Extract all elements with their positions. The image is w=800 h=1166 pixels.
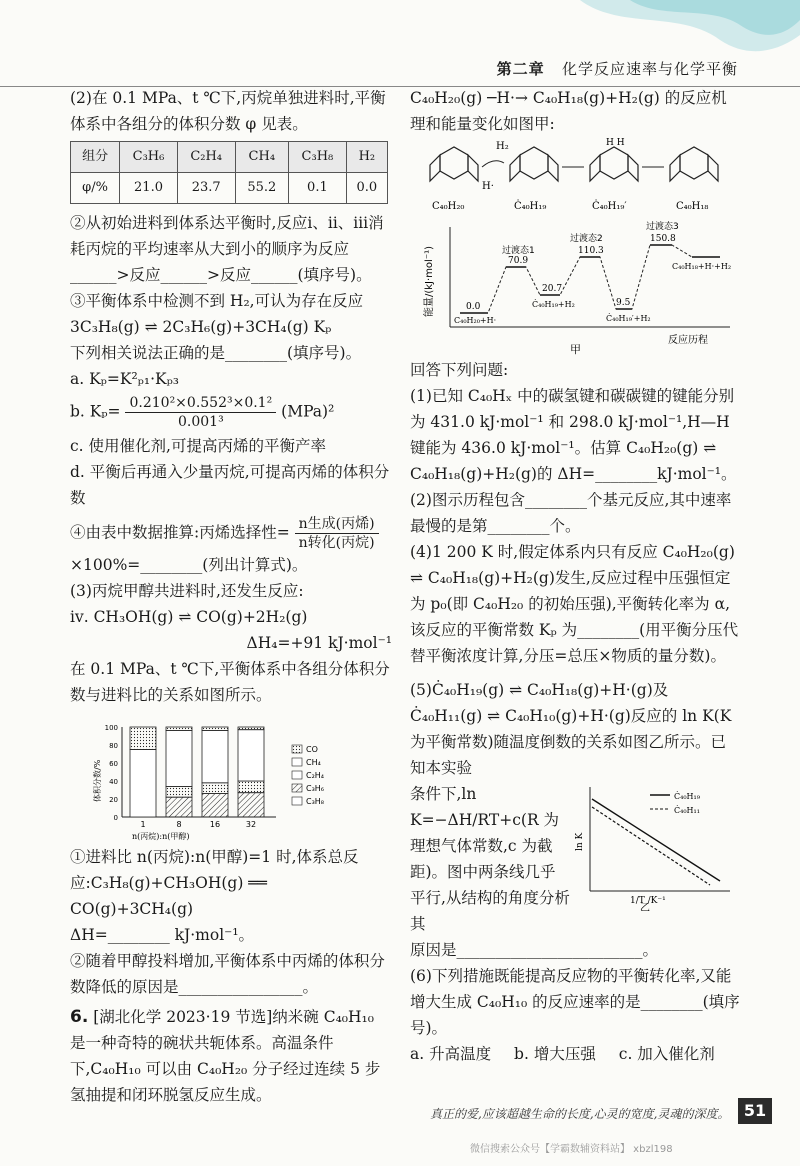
molecule-c40h19-icon [510, 147, 558, 181]
q5-c: 原因是________________________。 [410, 941, 659, 959]
arrow-icon [482, 161, 504, 167]
y-tick-label: 20 [109, 796, 118, 804]
table-header-cell: C₂H₄ [177, 142, 235, 173]
table-header-cell: C₃H₆ [120, 142, 178, 173]
q4: (4)1 200 K 时,假定体系内只有反应 C₄₀H₂₀(g) ⇌ C₄₀H₁₈(g)+H₂(g)发生,反应过程中压强恒定为 p₀(即 C₄₀H₂₀ 的初始压强),平衡转化率为 α,该反应的平衡常数 Kₚ 为________(用平衡分压代替平衡浓度计算,分压=总压×物质的量分数)。 [410, 543, 739, 665]
y-tick-label: 0 [113, 814, 118, 822]
legend-label: CH₄ [306, 758, 321, 767]
legend-label: Ċ₄₀H₁₁ [674, 806, 700, 815]
q2: (2)图示历程包含________个基元反应,其中速率最慢的是第________个。 [410, 491, 732, 535]
q2-part4 [70, 515, 392, 552]
table-cell: 21.0 [120, 173, 178, 204]
question-6-text: [湖北化学 2023·19 节选]纳米碗 C₄₀H₁₀ 是一种奇特的碗状共轭体系。高温条件下,C₄₀H₁₀ 可以由 C₄₀H₂₀ 分子经过连续 5 步氢抽提和闭环脱氢反应生成。 [70, 1008, 381, 1104]
energy-level: 20.7 [542, 284, 563, 294]
mechanism-diagram [410, 137, 740, 217]
q2-part3-equation: 3C₃H₈(g) ⇌ 2C₃H₆(g)+3CH₄(g) Kₚ [70, 318, 332, 336]
answer-intro: 回答下列问题: [410, 361, 509, 379]
mechanism-intro: C₄₀H₂₀(g) ─H·→ C₄₀H₁₈(g)+H₂(g) 的反应机理和能量变化如图甲: [410, 89, 727, 133]
chapter-title: 化学反应速率与化学平衡 [561, 60, 738, 78]
option-b-denominator: 0.001³ [178, 414, 224, 430]
q5-b: 条件下,ln K=−ΔH/RT+c(R 为理想气体常数,c 为截距)。图中两条线几乎平行,从结构的角度分析其 [410, 785, 570, 933]
option-d: d. 平衡后再通入少量丙烷,可提高丙烯的体积分数 [70, 463, 390, 507]
energy-caption: 甲 [570, 343, 581, 356]
q2-part3-a: ③平衡体系中检测不到 H₂,可认为存在反应 [70, 292, 364, 310]
bar-segment [202, 794, 228, 817]
lnk-caption: 乙 [640, 903, 650, 911]
energy-x-label: 反应历程 [668, 335, 708, 346]
table-row-label: φ/% [71, 173, 120, 204]
state-label: C₄₀H₂₀+H· [454, 316, 497, 325]
mol-label: Ċ₄₀H₁₉′ [592, 201, 627, 212]
table-cell: 23.7 [177, 173, 235, 204]
table-header-row [71, 142, 388, 173]
legend-swatch [292, 797, 302, 805]
q6-options [410, 1041, 740, 1067]
q2-part4-b: ×100%=________(列出计算式)。 [70, 556, 308, 574]
bar-segment [202, 783, 228, 794]
q3-sub1: ①进料比 n(丙烷):n(甲醇)=1 时,体系总反应:C₃H₈(g)+CH₃OH(g) ══ CO(g)+3CH₄(g) [70, 848, 359, 918]
bar-segment [130, 750, 156, 818]
option-b-unit: (MPa)² [281, 402, 335, 421]
chapter-number: 第二章 [496, 60, 545, 78]
table-header-cell: C₃H₈ [289, 142, 347, 173]
bar-segment [238, 793, 264, 817]
legend-label: C₂H₄ [306, 771, 325, 780]
energy-level: 9.5 [616, 298, 631, 308]
energy-y-label: 能量/(kJ·mol⁻¹) [424, 245, 435, 317]
selectivity-numerator: n生成(丙烯) [295, 515, 379, 534]
footer-quote: 真正的爱,应该超越生命的长度,心灵的宽度,灵魂的深度。 [430, 1107, 730, 1121]
table-header-cell: CH₄ [235, 142, 289, 173]
stacked-bar-chart [70, 712, 390, 842]
h2-released-label: H₂ [496, 141, 509, 152]
q6-option: a. 升高温度 [410, 1045, 492, 1063]
transition-state-label: 过渡态2 [570, 234, 603, 244]
legend-swatch [292, 784, 302, 792]
mol-label: C₄₀H₁₈ [676, 201, 709, 212]
option-b-numerator: 0.210²×0.552³×0.1² [125, 394, 276, 413]
table-cell: 0.1 [289, 173, 347, 204]
bar-segment [202, 731, 228, 783]
q3-text: 在 0.1 MPa、t ℃下,平衡体系中各组分体积分数与进料比的关系如图所示。 [70, 660, 390, 704]
right-column [410, 85, 740, 1067]
molecule-c40h19-prime-icon [590, 147, 638, 181]
q6: (6)下列措施既能提高反应物的平衡转化率,又能增大生成 C₄₀H₁₀ 的反应速率的是________(填序号)。 [410, 967, 740, 1037]
mol-label: Ċ₄₀H₁₉ [514, 201, 547, 212]
page-number: 51 [738, 1098, 772, 1124]
bar-segment [238, 727, 264, 730]
bar-segment [130, 727, 156, 750]
bar-segment [166, 797, 192, 817]
legend-label: Ċ₄₀H₁₉ [674, 792, 700, 801]
q2-intro: (2)在 0.1 MPa、t ℃下,丙烷单独进料时,平衡体系中各组分的体积分数 φ 见表。 [70, 89, 386, 133]
bar-segment [166, 786, 192, 797]
legend-label: CO [306, 745, 318, 754]
y-tick-label: 60 [109, 760, 118, 768]
lnk-graph [570, 781, 735, 911]
x-tick-label: 8 [176, 820, 182, 829]
legend-swatch [292, 758, 302, 766]
legend-label: C₃H₆ [306, 784, 325, 793]
molecule-c40h18-icon [670, 147, 718, 181]
left-column [70, 85, 392, 1108]
bar-segment [166, 727, 192, 731]
legend-swatch [292, 745, 302, 753]
selectivity-fraction [295, 515, 379, 552]
energy-level: 70.9 [508, 256, 529, 266]
molecule-c40h20-icon [430, 147, 478, 181]
chapter-header [497, 58, 738, 79]
option-b-prefix: b. Kₚ= [70, 402, 121, 421]
selectivity-denominator: n转化(丙烷) [298, 535, 375, 551]
q3-sub2: ②随着甲醇投料增加,平衡体系中丙烯的体积分数降低的原因是________________。 [70, 952, 385, 996]
table-cell: 55.2 [235, 173, 289, 204]
q2-part4-a: ④由表中数据推算:丙烯选择性= [70, 523, 290, 542]
x-tick-label: 1 [140, 820, 146, 829]
q3-equation: ⅳ. CH₃OH(g) ⇌ CO(g)+2H₂(g) [70, 608, 308, 626]
state-label: Ċ₄₀H₁₉′+H₂ [606, 314, 651, 323]
energy-level: 150.8 [650, 234, 676, 244]
question-6-number: 6. [70, 1007, 89, 1027]
lnk-y-label: ln K [575, 832, 585, 851]
q3-sub1-dh: ΔH=________ kJ·mol⁻¹。 [70, 926, 255, 944]
state-label: C₄₀H₁₈+H·+H₂ [672, 262, 732, 271]
option-a: a. Kₚ=K²ₚ₁·Kₚ₃ [70, 370, 179, 388]
transition-state-label: 过渡态1 [502, 246, 535, 256]
q6-option: c. 加入催化剂 [618, 1045, 715, 1063]
q3-intro: (3)丙烷甲醇共进料时,还发生反应: [70, 582, 304, 600]
transition-state-label: 过渡态3 [646, 222, 679, 232]
q5-a: (5)Ċ₄₀H₁₉(g) ⇌ C₄₀H₁₈(g)+H·(g)及 Ċ₄₀H₁₁(g) ⇌ C₄₀H₁₀(g)+H·(g)反应的 ln K(K 为平衡常数)随温度倒数的关系如图乙所示。已知本实验 [410, 681, 732, 777]
table-cell: 0.0 [346, 173, 387, 204]
lnk-x-label: 1/T /K⁻¹ [630, 896, 666, 906]
legend-swatch [292, 771, 302, 779]
x-tick-label: 32 [245, 820, 257, 829]
energy-level: 110.3 [578, 246, 604, 256]
mol-label: C₄₀H₂₀ [432, 201, 465, 212]
state-label: Ċ₄₀H₁₉+H₂ [532, 300, 575, 309]
y-tick-label: 100 [104, 724, 118, 732]
question-6 [70, 1004, 392, 1108]
option-b-fraction [125, 394, 276, 431]
option-b [70, 394, 392, 431]
q6-option: b. 增大压强 [514, 1045, 596, 1063]
q1: (1)已知 C₄₀Hₓ 中的碳氢键和碳碳键的键能分别为 431.0 kJ·mol⁻¹ 和 298.0 kJ·mol⁻¹,H—H 键能为 436.0 kJ·mol⁻¹。估算 C₄₀H₂₀(g) ⇌ C₄₀H₁₈(g)+H₂(g)的 ΔH=________kJ·mol⁻¹。 [410, 387, 737, 483]
legend-label: C₃H₈ [306, 797, 325, 806]
table-header-cell: H₂ [346, 142, 387, 173]
energy-diagram [410, 217, 740, 357]
bar-segment [202, 727, 228, 731]
energy-level: 0.0 [466, 302, 481, 312]
h-dot-label: H· [482, 181, 494, 192]
hh-label: H H [606, 138, 625, 148]
q2-part3-b: 下列相关说法正确的是________(填序号)。 [70, 344, 362, 362]
x-axis-label: n(丙烷):n(甲醇) [132, 832, 190, 841]
y-axis-label: 体积分数/% [93, 759, 102, 802]
composition-table [70, 141, 388, 204]
y-tick-label: 80 [109, 742, 118, 750]
bar-segment [238, 781, 264, 793]
q5-block [410, 781, 740, 937]
table-header-cell: 组分 [71, 142, 120, 173]
q3-enthalpy: ΔH₄=+91 kJ·mol⁻¹ [246, 634, 392, 652]
q2-part2: ②从初始进料到体系达平衡时,反应ⅰ、ⅱ、ⅲ消耗丙烷的平均速率从大到小的顺序为反应______>反应______>反应______(填序号)。 [70, 214, 384, 284]
y-tick-label: 40 [109, 778, 118, 786]
x-tick-label: 16 [209, 820, 221, 829]
option-c: c. 使用催化剂,可提高丙烯的平衡产率 [70, 437, 326, 455]
watermark-text: 微信搜索公众号【学霸数辅资料站】 xbzl198 [470, 1144, 673, 1155]
bar-segment [166, 731, 192, 787]
table-row [71, 173, 388, 204]
bar-segment [238, 730, 264, 781]
